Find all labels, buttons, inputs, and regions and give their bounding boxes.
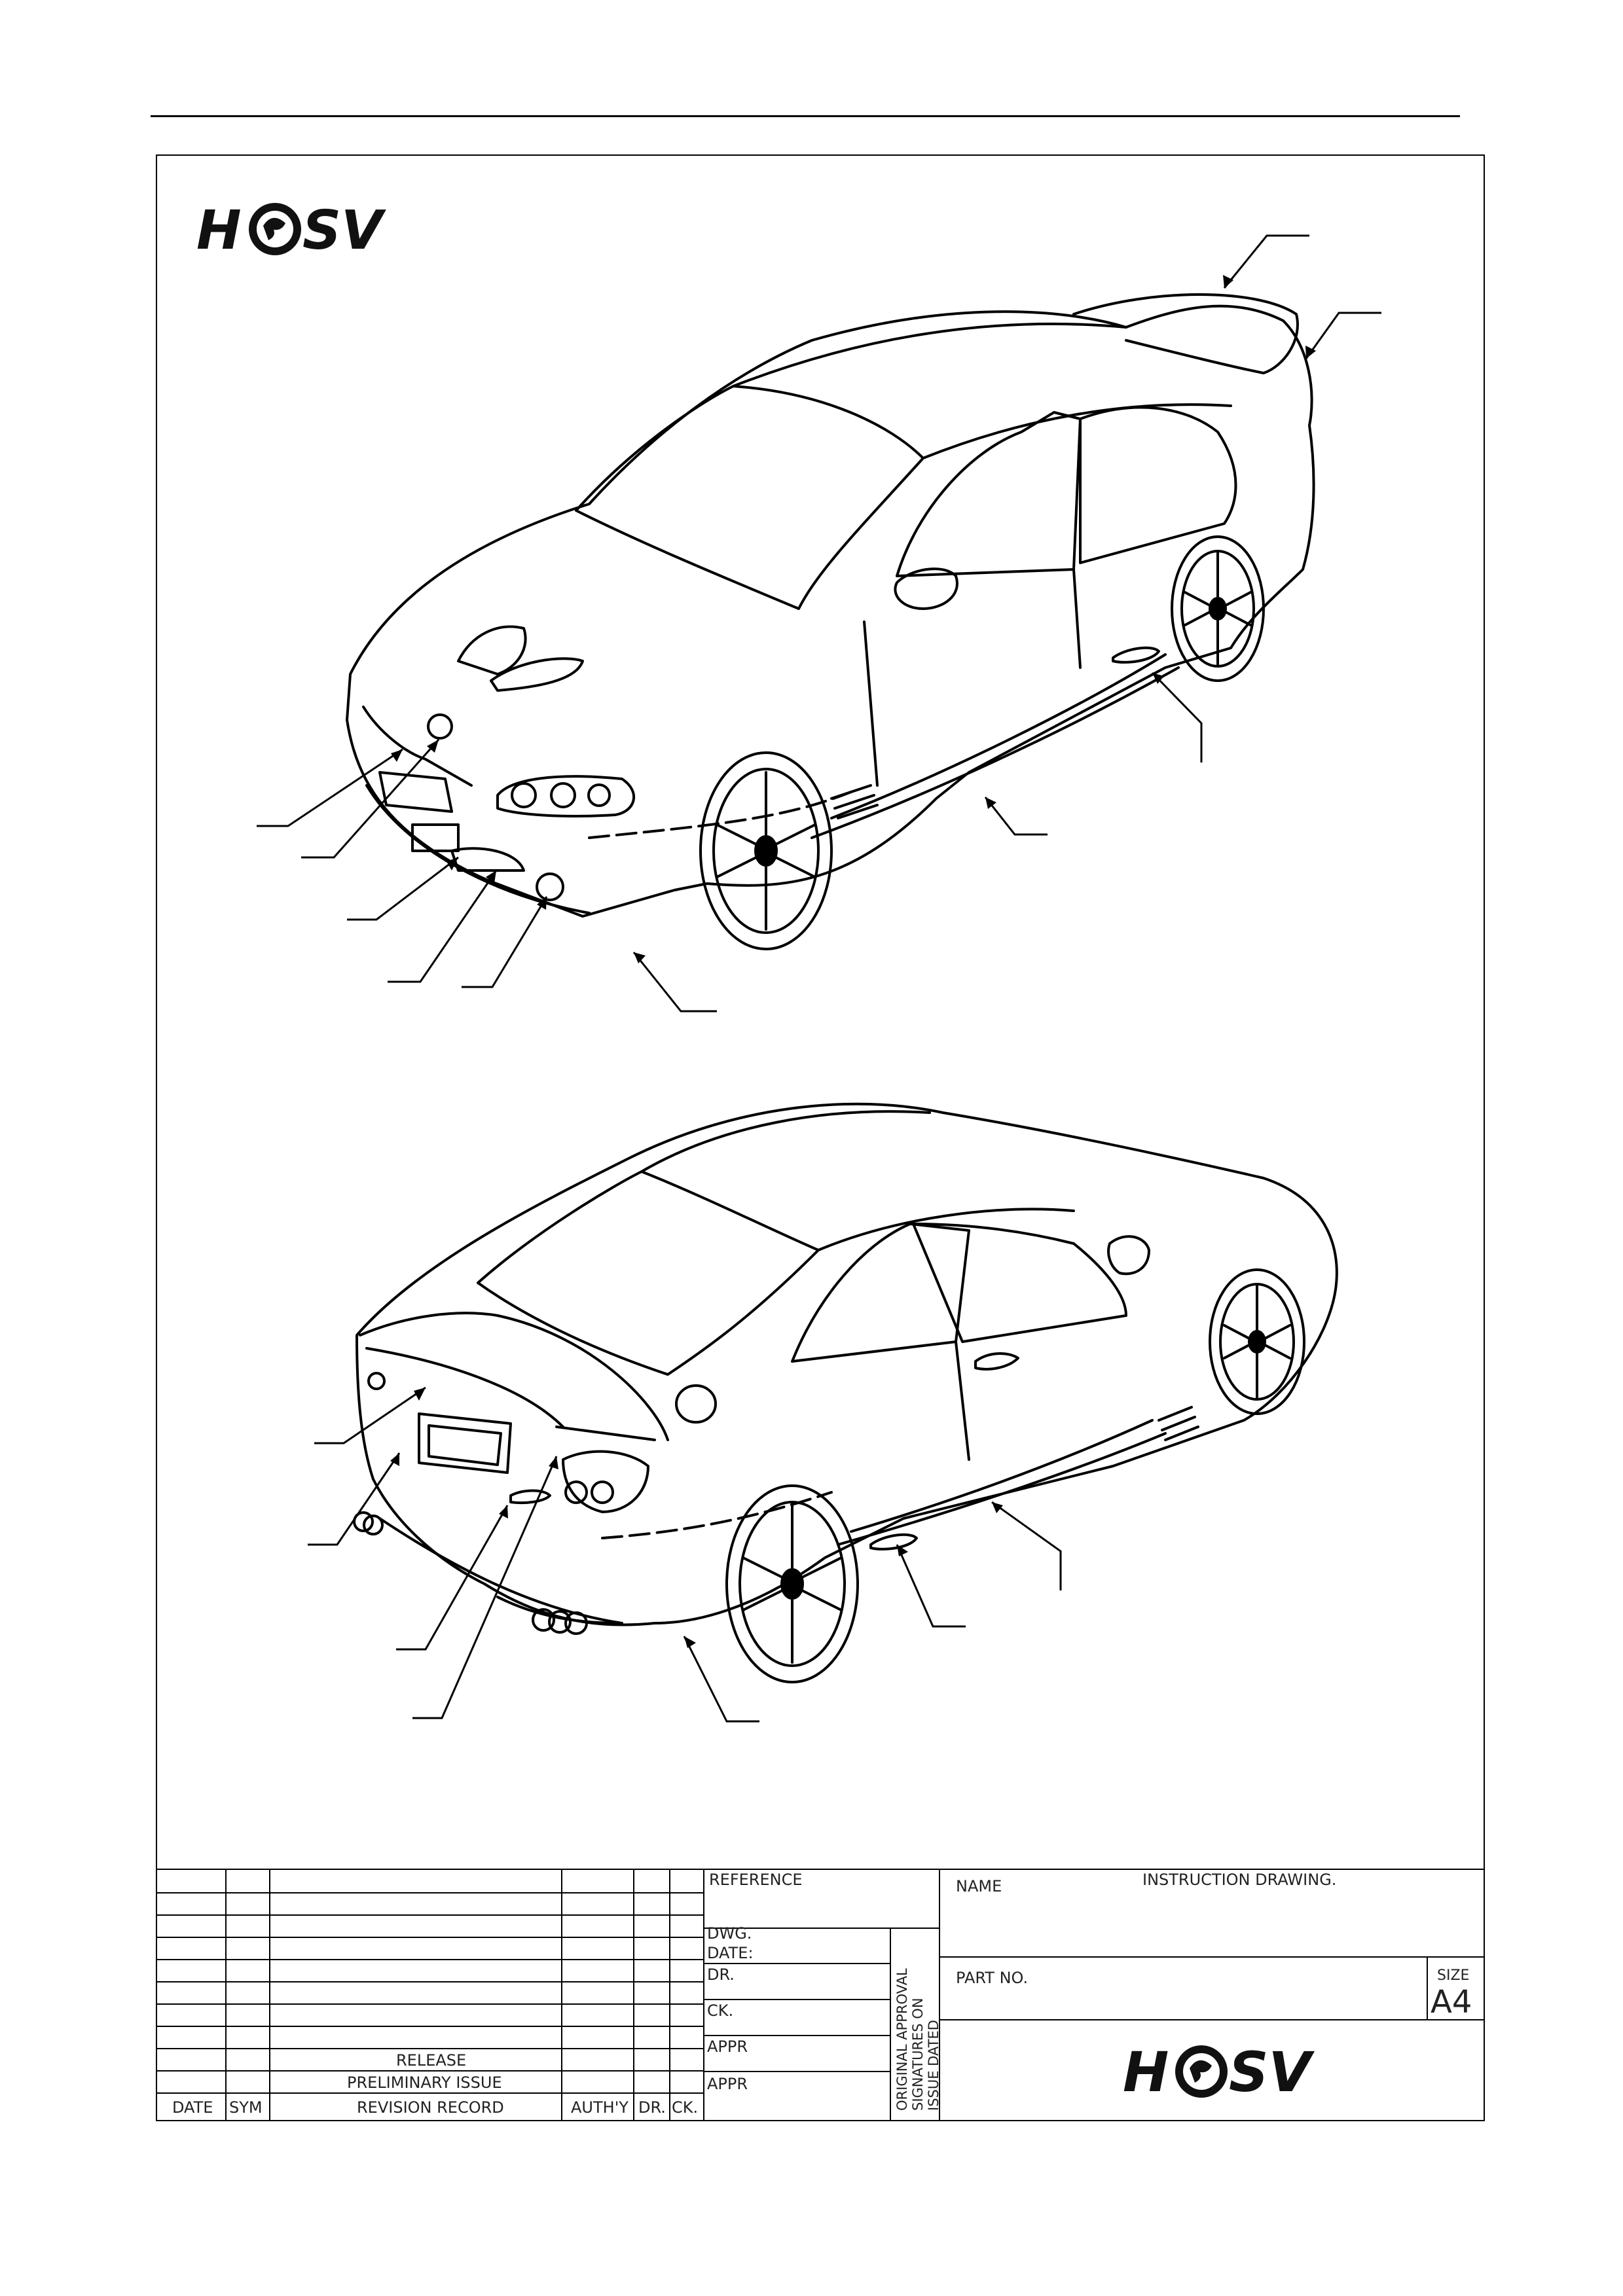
logo-left-text: H xyxy=(196,200,242,262)
approval-note-line-1: ORIGINAL APPROVAL xyxy=(894,1968,910,2111)
header-authy: AUTH'Y xyxy=(571,2098,629,2117)
size-value: A4 xyxy=(1431,1984,1472,2020)
appr-label-1: APPR xyxy=(707,2037,748,2056)
date-label: DATE: xyxy=(707,1944,754,1962)
rear-leader-lines xyxy=(308,1388,1061,1721)
revision-preliminary: PRELIMINARY ISSUE xyxy=(347,2073,502,2092)
name-value: INSTRUCTION DRAWING. xyxy=(1142,1871,1337,1889)
header-dr: DR. xyxy=(638,2098,666,2117)
logo-left-text: H xyxy=(1123,2040,1169,2104)
approval-note-line-3: ISSUE DATED xyxy=(926,2020,941,2111)
dwg-label: DWG. xyxy=(707,1924,752,1943)
revision-release: RELEASE xyxy=(396,2051,467,2070)
logo-right-text: SV xyxy=(302,200,383,262)
appr-label-2: APPR xyxy=(707,2075,748,2093)
car-rear-view xyxy=(354,1104,1337,1682)
hsv-logo-top xyxy=(196,200,386,262)
header-revision-record: REVISION RECORD xyxy=(357,2098,504,2117)
logo-right-text: SV xyxy=(1229,2040,1311,2104)
header-ck: CK. xyxy=(672,2098,699,2117)
header-date: DATE xyxy=(172,2098,213,2117)
hsv-logo-title-block xyxy=(1123,2040,1315,2104)
name-label: NAME xyxy=(956,1877,1002,1895)
ck-label: CK. xyxy=(707,2001,734,2020)
size-label: SIZE xyxy=(1437,1967,1470,1984)
dr-label: DR. xyxy=(707,1965,735,1984)
header-sym: SYM xyxy=(229,2098,263,2117)
front-leader-lines xyxy=(257,236,1381,1011)
car-front-view xyxy=(347,295,1314,949)
approval-note-line-2: SIGNATURES ON xyxy=(910,1998,926,2111)
part-no-label: PART NO. xyxy=(956,1969,1029,1987)
reference-label: REFERENCE xyxy=(709,1871,803,1889)
